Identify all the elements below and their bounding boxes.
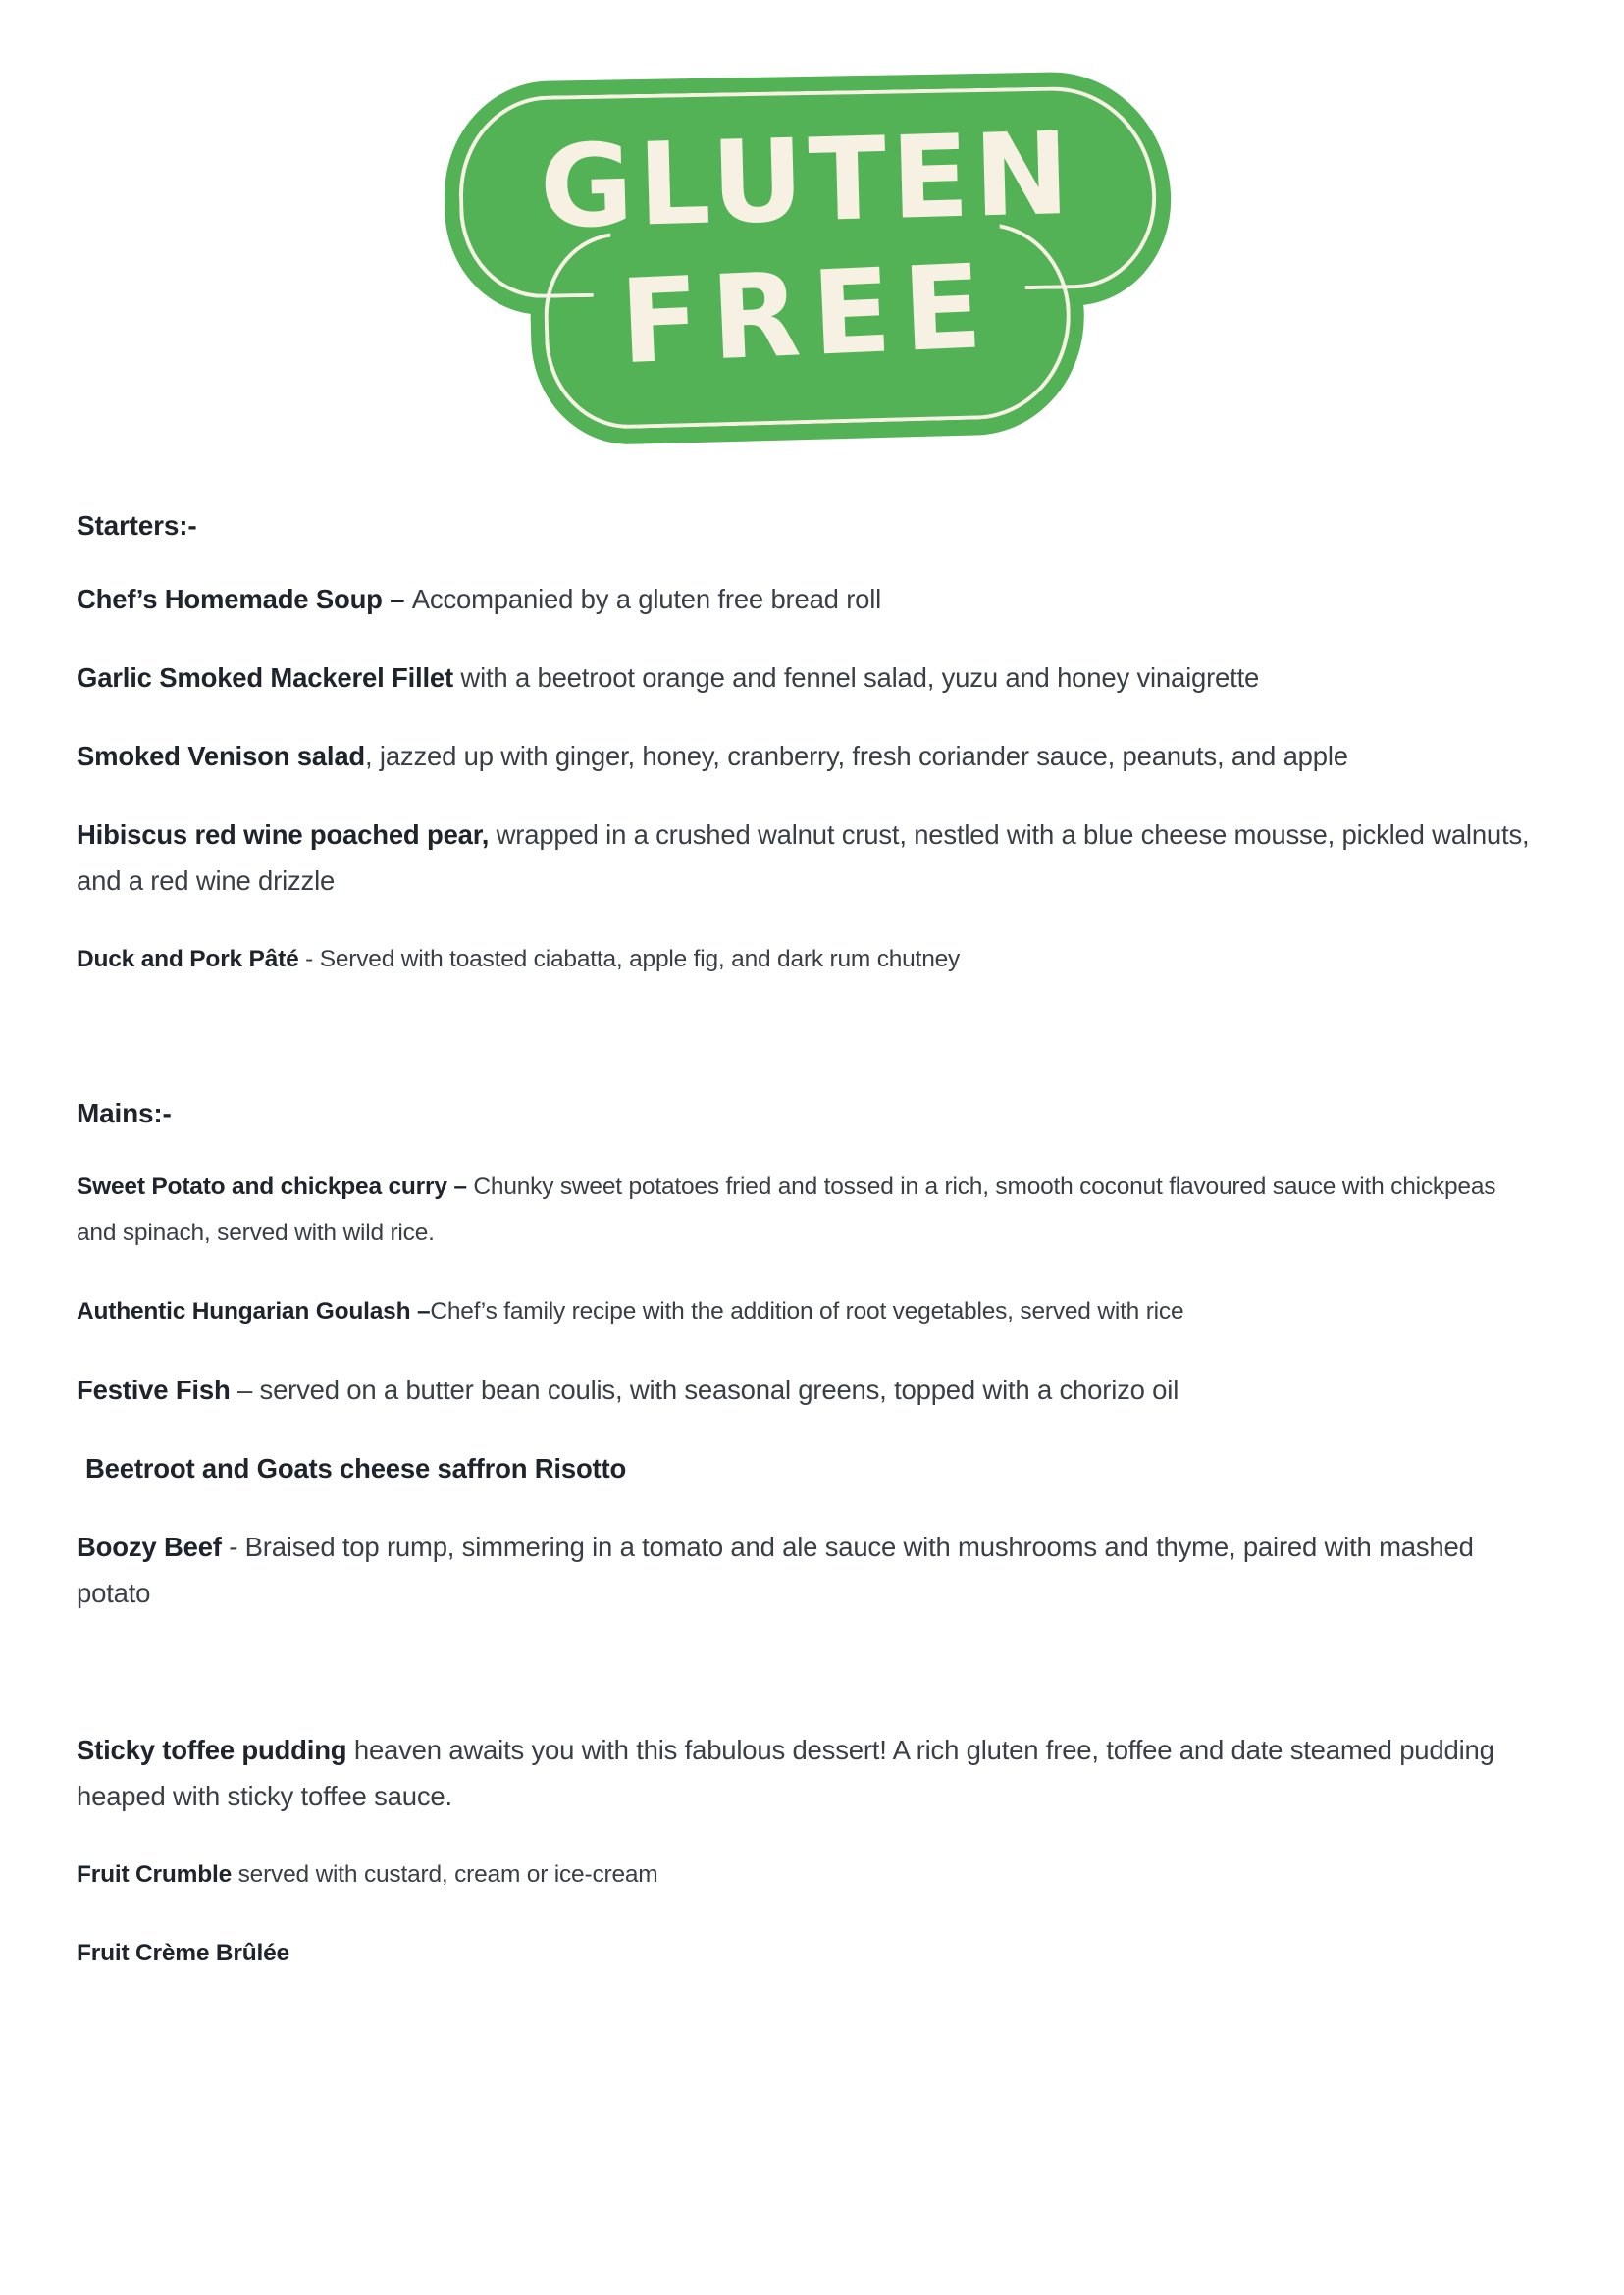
menu-item-description: heaven awaits you with this fabulous dessert! A rich gluten free, toffee and date steamed pudding heaped with sticky toffee sauce. (77, 1735, 1494, 1811)
logo-word-free: FREE (617, 237, 997, 391)
mains-heading: Mains:- (77, 1098, 172, 1128)
section-spacer (77, 1648, 1538, 1727)
menu-item-name: Beetroot and Goats cheese saffron Risotto (85, 1453, 627, 1484)
logo-word-gluten: GLUTEN (538, 107, 1076, 255)
starters-items (77, 576, 1538, 982)
menu-item-description: wrapped in a crushed walnut crust, nestled with a blue cheese mousse, pickled walnuts, and a red wine drizzle (77, 819, 1530, 896)
menu-item-description: Accompanied by a gluten free bread roll (411, 584, 882, 614)
menu-item-description: Chunky sweet potatoes fried and tossed in a rich, smooth coconut flavoured sauce with chickpeas and spinach, served with wild rice. (77, 1174, 1496, 1246)
menu-item-name: Fruit Crumble (77, 1861, 233, 1888)
menu-item (77, 1367, 1538, 1413)
menu-item (77, 1445, 1538, 1491)
menu-item-name: Smoked Venison salad (77, 741, 366, 771)
menu-item-name: Boozy Beef (77, 1532, 222, 1562)
mains-items (77, 1164, 1538, 1616)
menu-item-name: Authentic Hungarian Goulash – (77, 1298, 431, 1325)
menu-item (77, 936, 1538, 982)
desserts-section (77, 1727, 1538, 1976)
starters-section (77, 502, 1538, 982)
menu-item-description: , jazzed up with ginger, honey, cranberry, fresh coriander sauce, peanuts, and apple (365, 741, 1348, 771)
menu-item-name: Garlic Smoked Mackerel Fillet (77, 662, 453, 693)
starters-heading: Starters:- (77, 510, 197, 541)
menu-item-name: Chef’s Homemade Soup – (77, 584, 412, 614)
menu-item (77, 1852, 1538, 1898)
menu-item-name: Sweet Potato and chickpea curry – (77, 1174, 474, 1200)
section-spacer (77, 1015, 1538, 1090)
menu-item-name: Sticky toffee pudding (77, 1735, 347, 1765)
menu-item-name: Fruit Crème Brûlée (77, 1940, 289, 1966)
gluten-free-logo (445, 77, 1171, 442)
menu-item-name: Hibiscus red wine poached pear, (77, 819, 490, 850)
menu-item-description: served with custard, cream or ice-cream (232, 1861, 658, 1888)
menu-item (77, 1524, 1538, 1616)
menu-item-name: Festive Fish (77, 1375, 231, 1405)
menu-content (77, 502, 1538, 1976)
menu-item-description: Chef’s family recipe with the addition of root vegetables, served with rice (430, 1298, 1184, 1325)
menu-item-name: Duck and Pork Pâté (77, 946, 299, 972)
menu-item (77, 1727, 1538, 1819)
logo-container (77, 77, 1538, 442)
menu-item-description: with a beetroot orange and fennel salad, yuzu and honey vinaigrette (452, 662, 1260, 693)
menu-item (77, 1288, 1538, 1334)
logo-text (445, 77, 1171, 442)
menu-item-description: - Served with toasted ciabatta, apple fig, and dark rum chutney (298, 946, 961, 972)
desserts-items (77, 1727, 1538, 1976)
menu-item (77, 576, 1538, 622)
menu-item (77, 733, 1538, 779)
menu-item (77, 811, 1538, 904)
menu-item-description: - Braised top rump, simmering in a tomato and ale sauce with mushrooms and thyme, paired with mashed potato (77, 1532, 1474, 1608)
menu-item (77, 1930, 1538, 1976)
mains-section (77, 1090, 1538, 1616)
menu-item (77, 654, 1538, 701)
menu-item (77, 1164, 1538, 1256)
menu-item-description: – served on a butter bean coulis, with seasonal greens, topped with a chorizo oil (230, 1375, 1179, 1405)
